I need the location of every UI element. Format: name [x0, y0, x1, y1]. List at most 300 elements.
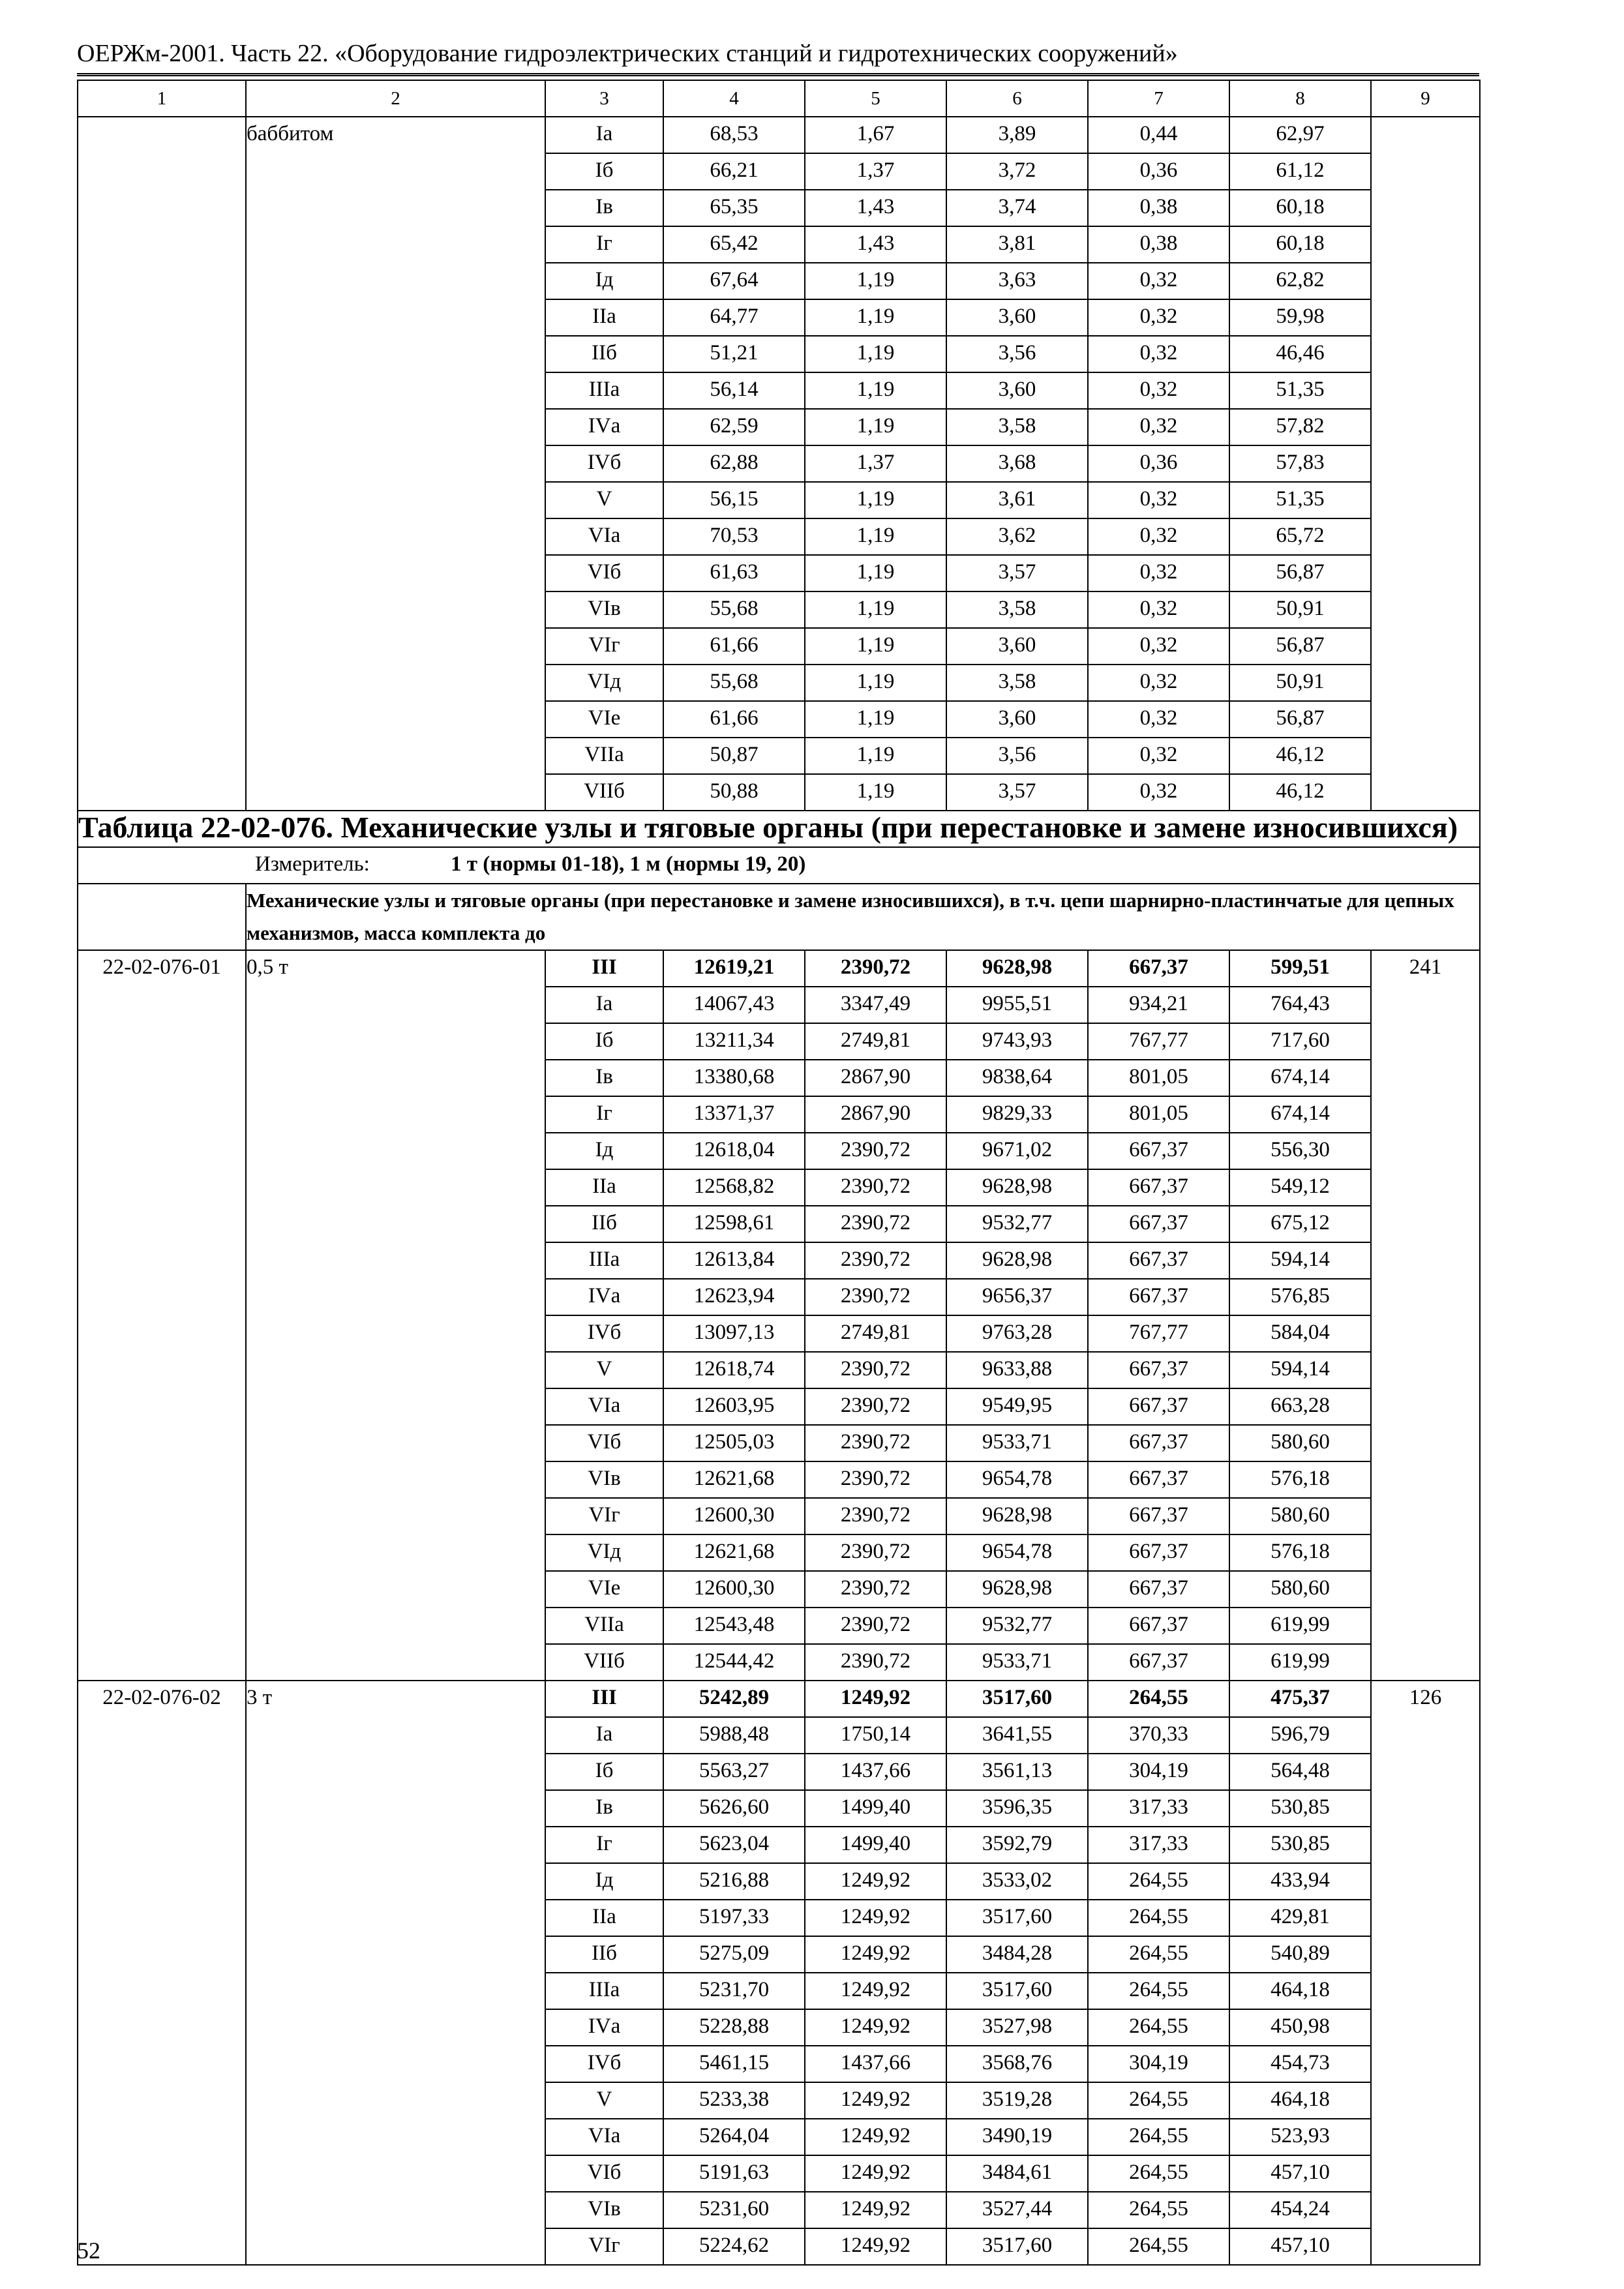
machinist-wages-cell: 0,36	[1088, 445, 1229, 482]
materials-cell: 60,18	[1229, 226, 1371, 263]
materials-cell: 576,85	[1229, 1279, 1371, 1315]
machines-cell: 3517,60	[946, 2228, 1088, 2265]
grade-cell: Iг	[545, 1827, 663, 1863]
grade-cell: IIа	[545, 1169, 663, 1206]
grade-cell: V	[545, 482, 663, 518]
machinist-wages-cell: 0,32	[1088, 336, 1229, 372]
wages-cell: 1,19	[805, 263, 946, 299]
machines-cell: 3592,79	[946, 1827, 1088, 1863]
total-cost-cell: 56,14	[663, 372, 805, 409]
wages-cell: 2390,72	[805, 1388, 946, 1425]
machinist-wages-cell: 667,37	[1088, 1279, 1229, 1315]
norm-code-cell	[78, 117, 246, 811]
machinist-wages-cell: 0,38	[1088, 226, 1229, 263]
machines-cell: 3,89	[946, 117, 1088, 153]
total-cost-cell: 12618,74	[663, 1352, 805, 1388]
total-cost-cell: 67,64	[663, 263, 805, 299]
materials-cell: 619,99	[1229, 1644, 1371, 1681]
column-number-3: 3	[545, 80, 663, 117]
machines-cell: 9654,78	[946, 1534, 1088, 1571]
grade-cell: IVа	[545, 1279, 663, 1315]
grade-cell: VIв	[545, 591, 663, 628]
page-number: 52	[77, 2237, 100, 2264]
machinist-wages-cell: 264,55	[1088, 1936, 1229, 1973]
materials-cell: 674,14	[1229, 1096, 1371, 1133]
wages-cell: 2390,72	[805, 1498, 946, 1534]
grade-cell: VIб	[545, 2155, 663, 2192]
grade-cell: Iа	[545, 117, 663, 153]
total-cost-cell: 12618,04	[663, 1133, 805, 1169]
total-cost-cell: 12613,84	[663, 1242, 805, 1279]
machinist-wages-cell: 667,37	[1088, 1425, 1229, 1461]
materials-cell: 65,72	[1229, 518, 1371, 555]
machinist-wages-cell: 667,37	[1088, 1644, 1229, 1681]
machines-cell: 3,57	[946, 774, 1088, 811]
group-description-row	[78, 884, 1480, 950]
grade-cell: VIг	[545, 1498, 663, 1534]
wages-cell: 1,67	[805, 117, 946, 153]
machines-cell: 3,60	[946, 299, 1088, 336]
total-cost-cell: 61,66	[663, 701, 805, 738]
column-number-6: 6	[946, 80, 1088, 117]
machines-cell: 9633,88	[946, 1352, 1088, 1388]
materials-cell: 51,35	[1229, 482, 1371, 518]
machines-cell: 9549,95	[946, 1388, 1088, 1425]
grade-cell: VIа	[545, 2119, 663, 2155]
machines-cell: 9628,98	[946, 1571, 1088, 1608]
norms-table	[77, 80, 1481, 2266]
wages-cell: 2390,72	[805, 1608, 946, 1644]
wages-cell: 1,19	[805, 591, 946, 628]
wages-cell: 1249,92	[805, 1863, 946, 1900]
norm-code-cell: 22-02-076-02	[78, 1681, 246, 2265]
wages-cell: 2867,90	[805, 1096, 946, 1133]
total-cost-cell: 12544,42	[663, 1644, 805, 1681]
grade-cell: VIд	[545, 665, 663, 701]
grade-cell: Iв	[545, 1790, 663, 1827]
machinist-wages-cell: 667,37	[1088, 1571, 1229, 1608]
wages-cell: 2867,90	[805, 1060, 946, 1096]
materials-cell: 556,30	[1229, 1133, 1371, 1169]
materials-cell: 60,18	[1229, 190, 1371, 226]
machinist-wages-cell: 0,32	[1088, 628, 1229, 665]
grade-cell: VIв	[545, 1461, 663, 1498]
machines-cell: 3,81	[946, 226, 1088, 263]
materials-cell: 594,14	[1229, 1242, 1371, 1279]
materials-cell: 454,73	[1229, 2046, 1371, 2082]
machines-cell: 3,58	[946, 665, 1088, 701]
machinist-wages-cell: 767,77	[1088, 1023, 1229, 1060]
total-cost-cell: 14067,43	[663, 987, 805, 1023]
total-cost-cell: 5224,62	[663, 2228, 805, 2265]
total-cost-cell: 5242,89	[663, 1681, 805, 1717]
machines-cell: 3,60	[946, 628, 1088, 665]
machines-cell: 3519,28	[946, 2082, 1088, 2119]
machinist-wages-cell: 264,55	[1088, 1681, 1229, 1717]
grade-cell: Iа	[545, 1717, 663, 1754]
norm-code-cell: 22-02-076-01	[78, 950, 246, 1681]
grade-cell: VIа	[545, 1388, 663, 1425]
grade-cell: VIг	[545, 2228, 663, 2265]
wages-cell: 2390,72	[805, 1644, 946, 1681]
wages-cell: 1499,40	[805, 1790, 946, 1827]
materials-cell: 429,81	[1229, 1900, 1371, 1936]
wages-cell: 1249,92	[805, 2119, 946, 2155]
materials-cell: 450,98	[1229, 2009, 1371, 2046]
wages-cell: 1437,66	[805, 2046, 946, 2082]
grade-cell: VIв	[545, 2192, 663, 2228]
grade-cell: IVб	[545, 445, 663, 482]
wages-cell: 2390,72	[805, 1279, 946, 1315]
machinist-wages-cell: 0,44	[1088, 117, 1229, 153]
materials-cell: 580,60	[1229, 1571, 1371, 1608]
machines-cell: 3,60	[946, 701, 1088, 738]
wages-cell: 1,19	[805, 555, 946, 591]
total-cost-cell: 5461,15	[663, 2046, 805, 2082]
materials-cell: 523,93	[1229, 2119, 1371, 2155]
table-title-row	[78, 811, 1480, 847]
grade-cell: IVа	[545, 409, 663, 445]
machines-cell: 9628,98	[946, 950, 1088, 987]
wages-cell: 1249,92	[805, 2192, 946, 2228]
aggregate-cell	[1371, 117, 1480, 811]
machines-cell: 3,74	[946, 190, 1088, 226]
wages-cell: 1,19	[805, 628, 946, 665]
materials-cell: 433,94	[1229, 1863, 1371, 1900]
wages-cell: 1,19	[805, 701, 946, 738]
grade-cell: VIг	[545, 628, 663, 665]
wages-cell: 1249,92	[805, 2228, 946, 2265]
machines-cell: 9533,71	[946, 1644, 1088, 1681]
total-cost-cell: 12600,30	[663, 1571, 805, 1608]
machines-cell: 9743,93	[946, 1023, 1088, 1060]
wages-cell: 1249,92	[805, 2155, 946, 2192]
wages-cell: 2749,81	[805, 1023, 946, 1060]
grade-cell: IIIа	[545, 1973, 663, 2009]
column-numbers-row	[78, 80, 1480, 117]
machines-cell: 9533,71	[946, 1425, 1088, 1461]
group-description: Механические узлы и тяговые органы (при перестановке и замене износившихся), в т.ч. цепи шарнирно-пластинчатые для цепных механизмов, масса комплекта до	[246, 884, 1480, 950]
machines-cell: 3561,13	[946, 1754, 1088, 1790]
machinist-wages-cell: 370,33	[1088, 1717, 1229, 1754]
table-title: Таблица 22-02-076. Механические узлы и тяговые органы (при перестановке и замене износившихся)	[78, 811, 1480, 847]
machines-cell: 3,61	[946, 482, 1088, 518]
machinist-wages-cell: 0,38	[1088, 190, 1229, 226]
machines-cell: 3641,55	[946, 1717, 1088, 1754]
total-cost-cell: 12600,30	[663, 1498, 805, 1534]
wages-cell: 1499,40	[805, 1827, 946, 1863]
total-cost-cell: 12568,82	[663, 1169, 805, 1206]
machines-cell: 3484,61	[946, 2155, 1088, 2192]
wages-cell: 1,19	[805, 738, 946, 774]
materials-cell: 51,35	[1229, 372, 1371, 409]
grade-cell: Iг	[545, 1096, 663, 1133]
machinist-wages-cell: 0,32	[1088, 665, 1229, 701]
grade-cell: IIа	[545, 299, 663, 336]
grade-cell: IIб	[545, 1936, 663, 1973]
wages-cell: 1,19	[805, 409, 946, 445]
machinist-wages-cell: 934,21	[1088, 987, 1229, 1023]
machines-cell: 3,63	[946, 263, 1088, 299]
total-cost-cell: 61,63	[663, 555, 805, 591]
machinist-wages-cell: 0,32	[1088, 518, 1229, 555]
grade-cell: IVб	[545, 1315, 663, 1352]
grade-cell: IIIа	[545, 1242, 663, 1279]
machinist-wages-cell: 801,05	[1088, 1060, 1229, 1096]
machinist-wages-cell: 264,55	[1088, 1973, 1229, 2009]
wages-cell: 1,19	[805, 372, 946, 409]
column-number-5: 5	[805, 80, 946, 117]
total-cost-cell: 12621,68	[663, 1461, 805, 1498]
machinist-wages-cell: 667,37	[1088, 1388, 1229, 1425]
wages-cell: 1,19	[805, 774, 946, 811]
machines-cell: 3568,76	[946, 2046, 1088, 2082]
total-cost-cell: 56,15	[663, 482, 805, 518]
machines-cell: 3,58	[946, 591, 1088, 628]
grade-cell: V	[545, 1352, 663, 1388]
total-cost-cell: 55,68	[663, 591, 805, 628]
norm-name-cell: 0,5 т	[246, 950, 545, 1681]
total-cost-cell: 5228,88	[663, 2009, 805, 2046]
norm-name-cell: 3 т	[246, 1681, 545, 2265]
machines-cell: 9532,77	[946, 1206, 1088, 1242]
machinist-wages-cell: 801,05	[1088, 1096, 1229, 1133]
total-cost-cell: 5216,88	[663, 1863, 805, 1900]
total-cost-cell: 61,66	[663, 628, 805, 665]
materials-cell: 675,12	[1229, 1206, 1371, 1242]
measurer-value: 1 т (нормы 01-18), 1 м (нормы 19, 20)	[451, 852, 806, 876]
wages-cell: 1,19	[805, 665, 946, 701]
wages-cell: 2390,72	[805, 1571, 946, 1608]
materials-cell: 46,12	[1229, 774, 1371, 811]
total-cost-cell: 62,59	[663, 409, 805, 445]
machinist-wages-cell: 264,55	[1088, 2228, 1229, 2265]
materials-cell: 594,14	[1229, 1352, 1371, 1388]
column-number-9: 9	[1371, 80, 1480, 117]
grade-cell: Iб	[545, 153, 663, 190]
machinist-wages-cell: 0,36	[1088, 153, 1229, 190]
wages-cell: 2390,72	[805, 950, 946, 987]
materials-cell: 50,91	[1229, 591, 1371, 628]
total-cost-cell: 62,88	[663, 445, 805, 482]
materials-cell: 56,87	[1229, 701, 1371, 738]
total-cost-cell: 64,77	[663, 299, 805, 336]
materials-cell: 50,91	[1229, 665, 1371, 701]
materials-cell: 56,87	[1229, 628, 1371, 665]
materials-cell: 57,83	[1229, 445, 1371, 482]
wages-cell: 1249,92	[805, 1973, 946, 2009]
materials-cell: 46,46	[1229, 336, 1371, 372]
wages-cell: 1249,92	[805, 2009, 946, 2046]
grade-cell: Iв	[545, 1060, 663, 1096]
machinist-wages-cell: 264,55	[1088, 2155, 1229, 2192]
wages-cell: 1249,92	[805, 1681, 946, 1717]
total-cost-cell: 12603,95	[663, 1388, 805, 1425]
grade-cell: Iд	[545, 263, 663, 299]
materials-cell: 46,12	[1229, 738, 1371, 774]
materials-cell: 596,79	[1229, 1717, 1371, 1754]
materials-cell: 57,82	[1229, 409, 1371, 445]
total-cost-cell: 5233,38	[663, 2082, 805, 2119]
machinist-wages-cell: 667,37	[1088, 1352, 1229, 1388]
wages-cell: 1,19	[805, 299, 946, 336]
machines-cell: 3517,60	[946, 1681, 1088, 1717]
grade-cell: IVа	[545, 2009, 663, 2046]
grade-cell: VIIб	[545, 1644, 663, 1681]
total-cost-cell: 65,35	[663, 190, 805, 226]
materials-cell: 62,82	[1229, 263, 1371, 299]
grade-cell: VIб	[545, 1425, 663, 1461]
total-cost-cell: 50,87	[663, 738, 805, 774]
wages-cell: 1,19	[805, 518, 946, 555]
machines-cell: 9829,33	[946, 1096, 1088, 1133]
page-header-title: ОЕРЖм-2001. Часть 22. «Оборудование гидроэлектрических станций и гидротехнических сооружений»	[77, 40, 1178, 67]
materials-cell: 62,97	[1229, 117, 1371, 153]
materials-cell: 464,18	[1229, 2082, 1371, 2119]
grade-cell: VIд	[545, 1534, 663, 1571]
grade-cell: VIIа	[545, 1608, 663, 1644]
grade-cell: IIа	[545, 1900, 663, 1936]
materials-cell: 674,14	[1229, 1060, 1371, 1096]
machinist-wages-cell: 0,32	[1088, 263, 1229, 299]
machinist-wages-cell: 304,19	[1088, 2046, 1229, 2082]
machinist-wages-cell: 667,37	[1088, 1498, 1229, 1534]
header-divider	[77, 73, 1479, 76]
machines-cell: 3596,35	[946, 1790, 1088, 1827]
materials-cell: 564,48	[1229, 1754, 1371, 1790]
total-cost-cell: 5191,63	[663, 2155, 805, 2192]
grade-cell: IIб	[545, 1206, 663, 1242]
total-cost-cell: 12621,68	[663, 1534, 805, 1571]
wages-cell: 1,37	[805, 153, 946, 190]
machines-cell: 9628,98	[946, 1242, 1088, 1279]
machines-cell: 9628,98	[946, 1498, 1088, 1534]
total-cost-cell: 5626,60	[663, 1790, 805, 1827]
machinist-wages-cell: 264,55	[1088, 2082, 1229, 2119]
wages-cell: 1,37	[805, 445, 946, 482]
group-description-empty-cell	[78, 884, 246, 950]
grade-cell: Iв	[545, 190, 663, 226]
materials-cell: 717,60	[1229, 1023, 1371, 1060]
total-cost-cell: 13211,34	[663, 1023, 805, 1060]
machinist-wages-cell: 264,55	[1088, 2009, 1229, 2046]
total-cost-cell: 13097,13	[663, 1315, 805, 1352]
machinist-wages-cell: 667,37	[1088, 1169, 1229, 1206]
machines-cell: 3484,28	[946, 1936, 1088, 1973]
machinist-wages-cell: 304,19	[1088, 1754, 1229, 1790]
grade-cell: IIIа	[545, 372, 663, 409]
aggregate-cell: 126	[1371, 1681, 1480, 2265]
materials-cell: 464,18	[1229, 1973, 1371, 2009]
machines-cell: 9671,02	[946, 1133, 1088, 1169]
wages-cell: 2390,72	[805, 1133, 946, 1169]
wages-cell: 2390,72	[805, 1169, 946, 1206]
grade-cell: V	[545, 2082, 663, 2119]
wages-cell: 1437,66	[805, 1754, 946, 1790]
machines-cell: 9838,64	[946, 1060, 1088, 1096]
machinist-wages-cell: 667,37	[1088, 1608, 1229, 1644]
total-cost-cell: 66,21	[663, 153, 805, 190]
total-cost-cell: 68,53	[663, 117, 805, 153]
materials-cell: 580,60	[1229, 1425, 1371, 1461]
measurer-label: Измеритель:	[255, 852, 370, 876]
measurer-cell	[78, 847, 1480, 884]
machines-cell: 9654,78	[946, 1461, 1088, 1498]
total-cost-cell: 51,21	[663, 336, 805, 372]
machines-cell: 9532,77	[946, 1608, 1088, 1644]
total-cost-cell: 65,42	[663, 226, 805, 263]
wages-cell: 2749,81	[805, 1315, 946, 1352]
grade-cell: VIIа	[545, 738, 663, 774]
materials-cell: 540,89	[1229, 1936, 1371, 1973]
machines-cell: 3527,98	[946, 2009, 1088, 2046]
table-row	[78, 117, 1480, 153]
norm-main-row	[78, 1681, 1480, 1717]
total-cost-cell: 5197,33	[663, 1900, 805, 1936]
total-cost-cell: 50,88	[663, 774, 805, 811]
materials-cell: 59,98	[1229, 299, 1371, 336]
machinist-wages-cell: 0,32	[1088, 299, 1229, 336]
wages-cell: 2390,72	[805, 1425, 946, 1461]
machines-cell: 9955,51	[946, 987, 1088, 1023]
machines-cell: 3533,02	[946, 1863, 1088, 1900]
total-cost-cell: 70,53	[663, 518, 805, 555]
norms-table-body	[78, 80, 1480, 2265]
machinist-wages-cell: 667,37	[1088, 1242, 1229, 1279]
wages-cell: 1,19	[805, 482, 946, 518]
column-number-1: 1	[78, 80, 246, 117]
machinist-wages-cell: 0,32	[1088, 482, 1229, 518]
materials-cell: 599,51	[1229, 950, 1371, 987]
machinist-wages-cell: 0,32	[1088, 591, 1229, 628]
grade-cell: IVб	[545, 2046, 663, 2082]
wages-cell: 1249,92	[805, 2082, 946, 2119]
machines-cell: 9628,98	[946, 1169, 1088, 1206]
machinist-wages-cell: 667,37	[1088, 1534, 1229, 1571]
norm-main-row	[78, 950, 1480, 987]
total-cost-cell: 5563,27	[663, 1754, 805, 1790]
column-number-4: 4	[663, 80, 805, 117]
total-cost-cell: 5231,60	[663, 2192, 805, 2228]
machines-cell: 3,56	[946, 336, 1088, 372]
measurer-row	[78, 847, 1480, 884]
machines-cell: 3,58	[946, 409, 1088, 445]
total-cost-cell: 12505,03	[663, 1425, 805, 1461]
grade-cell: VIб	[545, 555, 663, 591]
grade-cell: IIб	[545, 336, 663, 372]
materials-cell: 457,10	[1229, 2155, 1371, 2192]
grade-cell: Iб	[545, 1023, 663, 1060]
grade-cell: III	[545, 950, 663, 987]
grade-cell: Iа	[545, 987, 663, 1023]
wages-cell: 1249,92	[805, 1900, 946, 1936]
wages-cell: 2390,72	[805, 1352, 946, 1388]
machinist-wages-cell: 264,55	[1088, 2119, 1229, 2155]
machinist-wages-cell: 0,32	[1088, 774, 1229, 811]
grade-cell: Iд	[545, 1863, 663, 1900]
wages-cell: 2390,72	[805, 1206, 946, 1242]
grade-cell: Iг	[545, 226, 663, 263]
total-cost-cell: 5623,04	[663, 1827, 805, 1863]
total-cost-cell: 13371,37	[663, 1096, 805, 1133]
machinist-wages-cell: 767,77	[1088, 1315, 1229, 1352]
machines-cell: 3,62	[946, 518, 1088, 555]
total-cost-cell: 12543,48	[663, 1608, 805, 1644]
machinist-wages-cell: 667,37	[1088, 1133, 1229, 1169]
total-cost-cell: 12619,21	[663, 950, 805, 987]
grade-cell: III	[545, 1681, 663, 1717]
materials-cell: 56,87	[1229, 555, 1371, 591]
